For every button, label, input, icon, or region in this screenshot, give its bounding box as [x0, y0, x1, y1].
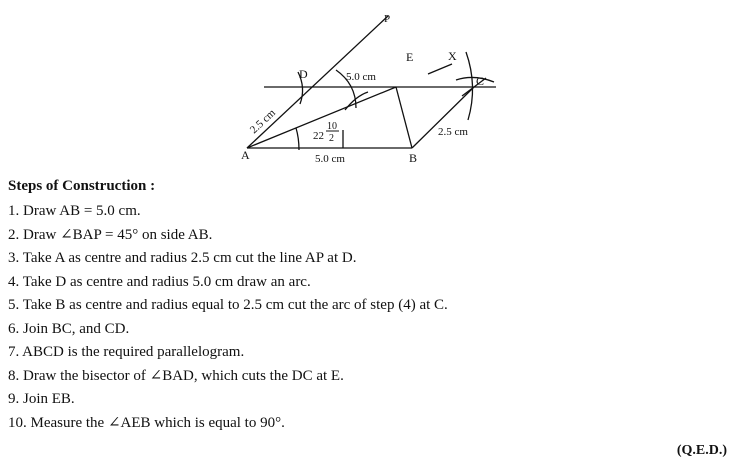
step-10: 10. Measure the ∠AEB which is equal to 90°.	[8, 414, 285, 431]
label-length-dc: 5.0 cm	[346, 71, 376, 83]
step-1: 1. Draw AB = 5.0 cm.	[8, 203, 141, 219]
step-9: 9. Join EB.	[8, 391, 75, 407]
arc-from-d-at-c	[466, 52, 473, 120]
label-length-ab: 5.0 cm	[315, 153, 345, 165]
label-angle-numerator: 10	[327, 121, 337, 132]
label-point-c: C	[476, 74, 485, 88]
label-point-e: E	[406, 50, 414, 64]
label-point-d: D	[299, 67, 308, 81]
step-7: 7. ABCD is the required parallelogram.	[8, 344, 245, 360]
label-angle-whole: 22	[313, 130, 324, 142]
step-8: 8. Draw the bisector of ∠BAD, which cuts the DC at E.	[8, 367, 344, 384]
construction-steps	[8, 202, 448, 437]
label-length-bc: 2.5 cm	[438, 126, 468, 138]
label-point-x: X	[448, 49, 457, 63]
bisector-extension	[428, 64, 452, 74]
arc-from-b-at-c	[456, 77, 494, 82]
steps-heading: Steps of Construction :	[8, 178, 156, 194]
label-length-ad: 2.5 cm	[247, 106, 278, 137]
qed-mark: (Q.E.D.)	[676, 443, 727, 458]
label-point-a: A	[241, 148, 250, 162]
step-2: 2. Draw ∠BAP = 45° on side AB.	[8, 226, 213, 243]
label-angle-denominator: 2	[329, 133, 334, 144]
step-4: 4. Take D as centre and radius 5.0 cm draw an arc.	[8, 273, 311, 290]
segment-bc	[412, 87, 474, 148]
step-3: 3. Take A as centre and radius 2.5 cm cut the line AP at D.	[8, 250, 357, 266]
arc-on-ab-from-a	[296, 128, 299, 150]
segment-eb	[396, 87, 412, 148]
label-point-b: B	[409, 151, 418, 165]
step-5: 5. Take B as centre and radius equal to 2.5 cm cut the arc of step (4) at C.	[8, 297, 448, 313]
step-6: 6. Join BC, and CD.	[8, 320, 130, 337]
parallelogram-construction-diagram	[0, 0, 749, 180]
label-point-p: P	[384, 13, 391, 25]
